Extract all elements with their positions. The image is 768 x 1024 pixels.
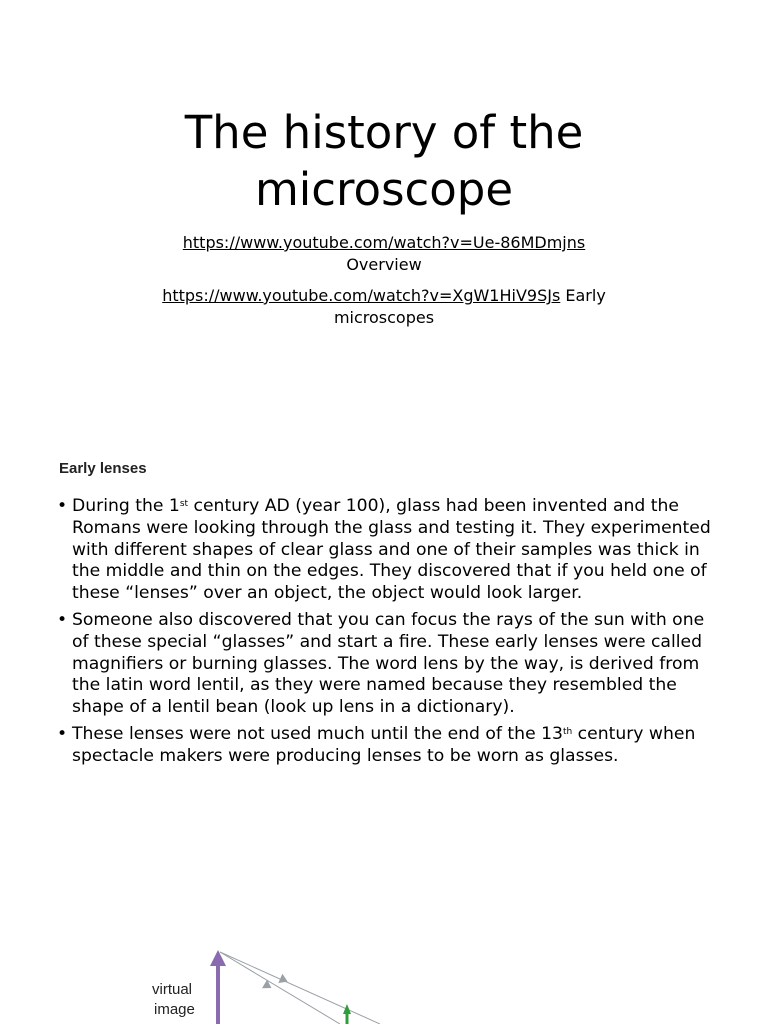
- bullet-item-burning-glasses: [56, 610, 716, 719]
- bullet-list: [56, 496, 716, 773]
- link-early-microscopes-row: [0, 285, 768, 329]
- bullet-dot: •: [57, 723, 68, 744]
- title-line-2: microscope: [254, 163, 514, 216]
- light-ray-upper: [220, 952, 380, 1024]
- bullet-2-text: Someone also discovered that you can focus the rays of the sun with one of these special “glasses” and start a fire. These early lenses were called magnifiers or burning glasses. The word lens by the way, is derived from the latin word lentil, as they were named because they resembled the shape of a lentil bean (look up lens in a dictionary).: [72, 609, 705, 718]
- ray-direction-marker-1: [278, 974, 289, 986]
- video-links: [0, 232, 768, 338]
- object-arrow-head: [343, 1004, 351, 1014]
- virtual-image-arrow-head: [210, 950, 226, 966]
- bullet-3-text-a: These lenses were not used much until the end of the 13: [72, 723, 563, 744]
- bullet-1-text-a: During the 1: [72, 496, 180, 516]
- virtual-label-line-1: virtual: [152, 981, 193, 998]
- microscopes-label: microscopes: [333, 308, 435, 327]
- bullet-1-superscript: st: [179, 499, 189, 509]
- section-title-early-lenses: Early lenses: [59, 460, 147, 477]
- bullet-3-superscript: th: [562, 726, 573, 737]
- title-line-1: The history of the: [184, 106, 584, 159]
- overview-video-link[interactable]: https://www.youtube.com/watch?v=Ue-86MDmjns: [182, 233, 586, 252]
- virtual-label-line-2: image: [154, 1001, 195, 1018]
- bullet-1-text-b: century AD (year 100), glass had been invented and the Romans were looking through the glass and testing it. They experimented with different shapes of clear glass and one of their samples was thick in the middle and thin on the edges. They discovered that if you held one of these “lenses” over an object, the object would look larger.: [72, 496, 711, 604]
- bullet-dot: •: [57, 609, 68, 630]
- virtual-image-diagram: [140, 940, 380, 1024]
- bullet-item-romans: [56, 496, 716, 605]
- early-microscopes-video-link[interactable]: https://www.youtube.com/watch?v=XgW1HiV9SJs: [162, 286, 561, 305]
- ray-direction-marker-2: [262, 980, 274, 993]
- overview-label: Overview: [346, 255, 422, 274]
- bullet-3-text-b: century when spectacle makers were producing lenses to be worn as glasses.: [72, 723, 696, 766]
- bullet-dot: •: [57, 496, 68, 516]
- slide-title: [0, 104, 768, 218]
- early-label: Early: [560, 286, 606, 305]
- light-ray-lower: [220, 952, 340, 1024]
- bullet-item-spectacles: [56, 724, 716, 768]
- link-overview-row: [0, 232, 768, 276]
